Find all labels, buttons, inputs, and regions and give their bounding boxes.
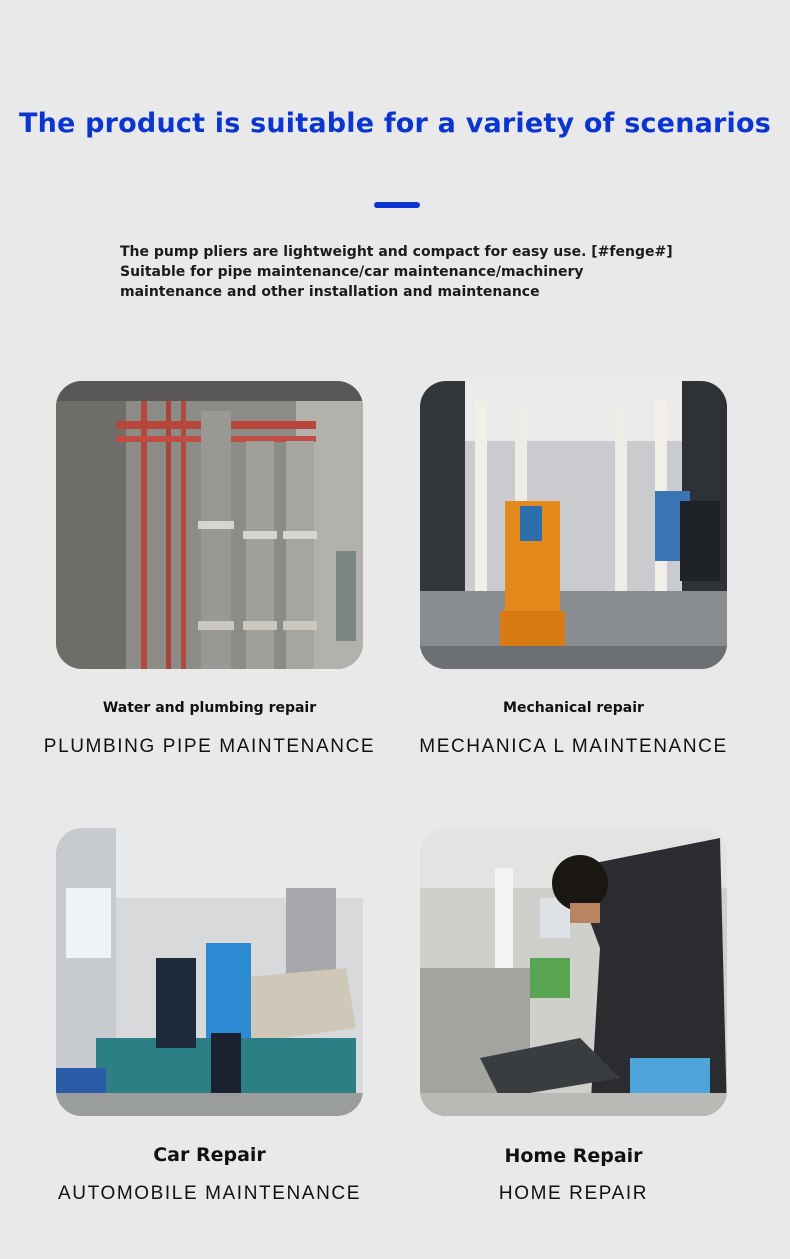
scenario-label-en: PLUMBING PIPE MAINTENANCE	[43, 736, 376, 757]
section-title: The product is suitable for a variety of scenarios	[18, 108, 772, 139]
scenario-label-en: AUTOMOBILE MAINTENANCE	[58, 1183, 361, 1204]
plumbing-photo	[56, 381, 363, 669]
scenario-label: Water and plumbing repair	[102, 700, 317, 716]
title-accent-bar	[374, 202, 420, 208]
car-repair-photo	[56, 828, 363, 1116]
mechanical-photo	[420, 381, 727, 669]
home-repair-photo	[420, 828, 727, 1116]
scenario-label: Mechanical repair	[503, 700, 644, 716]
scenario-label-en: MECHANICA L MAINTENANCE	[419, 736, 728, 757]
scenario-label: Car Repair	[153, 1144, 266, 1166]
scenario-label: Home Repair	[504, 1145, 643, 1167]
scenario-label-en: HOME REPAIR	[498, 1183, 649, 1204]
section-intro: The pump pliers are lightweight and compact for easy use. [#fenge#] Suitable for pipe maintenance/car maintenance/machinery maintenance and other installation and maintenance	[120, 244, 673, 300]
